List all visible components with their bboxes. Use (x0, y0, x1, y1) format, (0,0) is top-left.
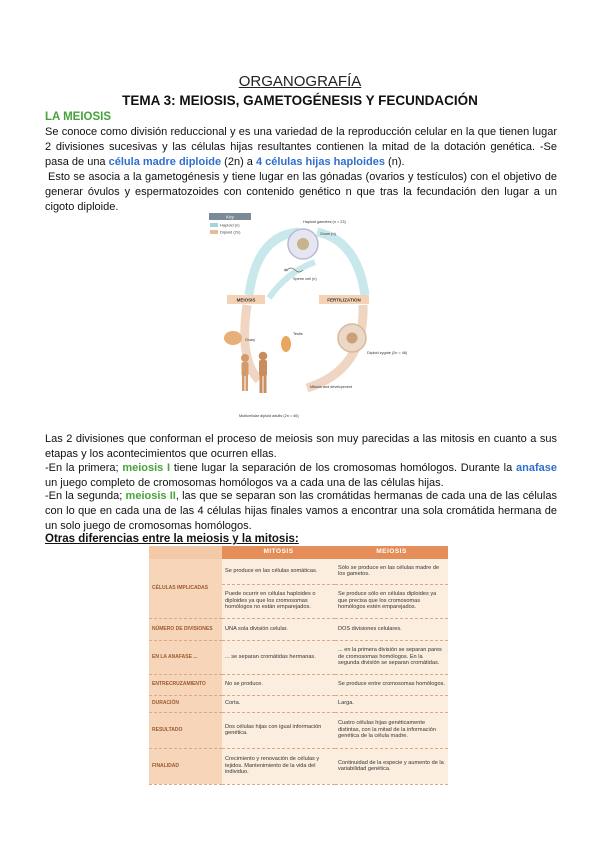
header-mitosis: MITOSIS (222, 546, 335, 559)
mitosis-cell: ... se separan cromátidas hermanas. (222, 640, 335, 674)
intro-text: Se conoce como división reduccional y es una variedad de la reproducción celular en la que tienen lugar 2 divisiones sucesivas y las células hijas resultantes contienen la mitad de la dotación genética. -Se pasa de una (45, 126, 557, 169)
row-label: RESULTADO (149, 712, 222, 748)
row-label: DURACIÓN (149, 695, 222, 712)
meiosis-cell: Se produce sólo en células diploides ya que precisa que los cromosomas homólogos estén emparejados. (335, 584, 448, 618)
table-corner (149, 546, 222, 559)
meiosis-cell: Cuatro células hijas genéticamente distintas, con la mitad de la información genética de la célula madre. (335, 712, 448, 748)
row-label: FINALIDAD (149, 748, 222, 784)
sperm-head (284, 269, 288, 272)
key-diploid-label: Diploid (2n) (220, 229, 241, 235)
row-label: NÚMERO DE DIVISIONES (149, 618, 222, 640)
p4-text-c: un juego completo de cromosomas homólogos va a cada una de las células hijas. (45, 477, 444, 490)
key-haploid-label: Haploid (n) (220, 222, 240, 228)
table-header-row (149, 546, 448, 559)
haploid-gametes-label: Haploid gametes (n = 23) (303, 220, 346, 224)
table-row (149, 712, 448, 748)
table-row (149, 748, 448, 784)
meiosis-cell: Larga. (335, 695, 448, 712)
intro-paragraph-1 (45, 125, 557, 171)
body-paragraph-3: Las 2 divisiones que conforman el proceso de meiosis son muy parecidas a las mitosis en cuanto a sus etapas y los acontecimientos que ocurren ellas. (45, 433, 557, 461)
page-subtitle: TEMA 3: MEIOSIS, GAMETOGÉNESIS Y FECUNDACIÓN (122, 93, 478, 108)
row-label: CÉLULAS IMPLICADAS (149, 559, 222, 618)
body-paragraph-4 (45, 461, 557, 491)
section-heading: LA MEIOSIS (45, 111, 112, 123)
zygote-label: Diploid zygote (2n = 46) (367, 351, 408, 355)
mitosis-cell: Dos células hijas con igual información genética. (222, 712, 335, 748)
intro-text-end: (n). (388, 156, 405, 169)
meiosis-cell: Se produce entre cromosomas homólogos. (335, 674, 448, 695)
adults-label: Multicellular diploid adults (2n = 46) (239, 414, 299, 418)
ovum-nucleus (297, 238, 309, 250)
mitosis-cell: UNA sola división celular. (222, 618, 335, 640)
meiosis-cell: ... en la primera división se separan pares de cromosomas homólogos. En la segunda división se separan cromátidas. (335, 640, 448, 674)
ovary-image (224, 331, 242, 345)
p5-text-a: -En la segunda; (45, 490, 123, 502)
page-title: ORGANOGRAFÍA (238, 73, 362, 90)
fertilization-label: FERTILIZATION (327, 297, 361, 303)
table-row (149, 559, 448, 584)
highlight-haploid-cells: 4 células hijas haploides (255, 156, 385, 169)
table-row (149, 695, 448, 712)
zygote-nucleus (347, 333, 358, 344)
intro-paragraph-2: Esto se asocia a la gametogénesis y tiene lugar en las gónadas (ovarios y testículos) con el objetivo de generar óvulos y espermatozoides con contenido genético n que tras la fecundación den lugar a un cigoto diploide. (45, 171, 557, 214)
meiosis-cell: DOS divisiones celulares. (335, 618, 448, 640)
differences-subheading-text: Otras diferencias entre la meiosis y la mitosis (45, 533, 295, 545)
mitosis-development-label: Mitosis and development (310, 385, 352, 389)
row-label: ENTRECRUZAMIENTO (149, 674, 222, 695)
differences-subheading-colon: : (294, 533, 299, 545)
differences-subheading (45, 533, 299, 545)
mitosis-cell: Se produce en las células somáticas. (222, 559, 335, 584)
p4-text-a: -En la primera; (45, 462, 119, 474)
highlight-anafase: anafase (516, 462, 557, 474)
table-row (149, 640, 448, 674)
meiosis-cell: Continuidad de la especie y aumento de la variabilidad genética. (335, 748, 448, 784)
row-label: EN LA ANAFASE ... (149, 640, 222, 674)
p5-text-b: , las que se separan son las cromátidas hermanas de cada una de las células con lo que en cada una de las 4 células hijas finales vamos a encontrar una sola cromátida hermana de un solo juego de cromosomas homólogos. (45, 490, 557, 533)
intro-text-mid: (2n) a (224, 156, 253, 169)
highlight-meiosis-2: meiosis II (125, 490, 176, 502)
meiosis-cell: Sólo se produce en las células madre de los gametos. (335, 559, 448, 584)
table-row (149, 674, 448, 695)
testis-label: Testis (293, 332, 303, 336)
mitosis-cell: Puede ocurrir en células haploides o diploides ya que los cromosomas homólogos no están emparejados. (222, 584, 335, 618)
testis-image (281, 336, 291, 352)
mitosis-cell: No se produce. (222, 674, 335, 695)
mitosis-cell: Crecimiento y renovación de células y tejidos. Mantenimiento de la vida del individuo. (222, 748, 335, 784)
table-row (149, 618, 448, 640)
ovum-label: Ovum (n) (320, 232, 336, 236)
highlight-meiosis-1: meiosis I (122, 462, 171, 474)
life-cycle-diagram (207, 210, 408, 432)
highlight-diploid-cell: célula madre diploide (108, 156, 222, 169)
meiosis-label: MEIOSIS (236, 297, 256, 303)
key-title: Key (226, 214, 234, 220)
p4-text-b: tiene lugar la separación de los cromosomas homólogos. Durante la (173, 462, 513, 474)
ovary-label: Ovary (245, 338, 256, 342)
header-meiosis: MEIOSIS (335, 546, 448, 559)
body-paragraph-5 (45, 489, 557, 535)
key-diploid-swatch (210, 230, 218, 234)
key-haploid-swatch (210, 223, 218, 227)
mitosis-cell: Corta. (222, 695, 335, 712)
sperm-label: Sperm cell (n) (293, 277, 317, 281)
comparison-table (149, 546, 448, 785)
